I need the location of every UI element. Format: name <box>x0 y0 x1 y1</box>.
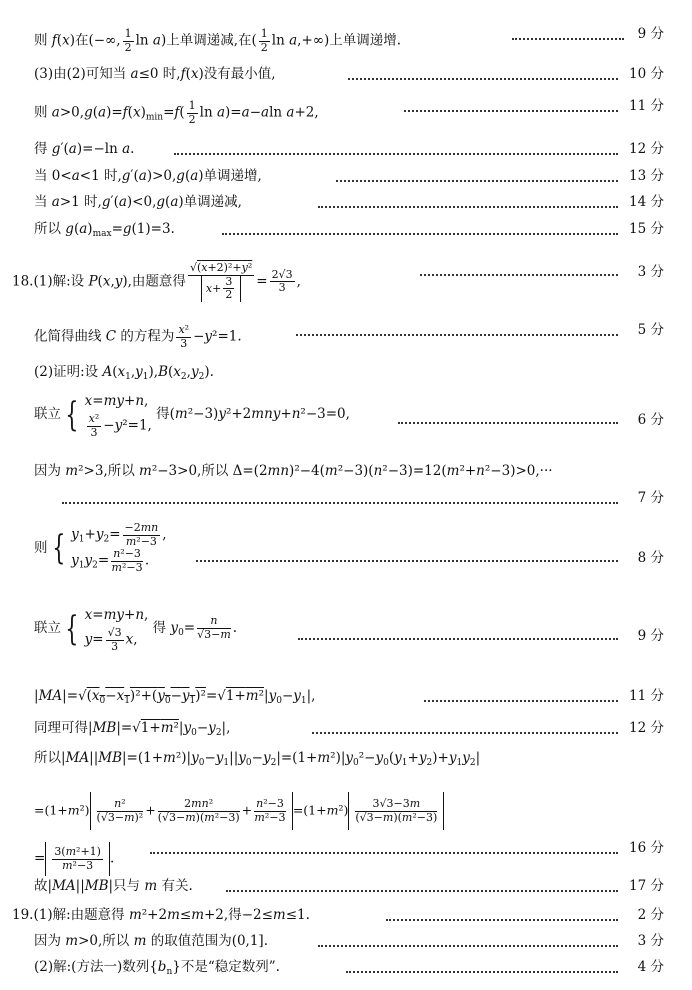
line-text: 同理可得$|MB|=√1+m^2|y_0-y_2|$, <box>34 720 231 738</box>
line-text: =(1+m²) $\frac{\text{n²}}{\text{(√3−m)²}}$ + $\frac{\text{2mn²}}{\text{(√3−m)(m²−3)}}$ + $\frac{\text{n²−3}}{\text{m²−3}}$ =(1+m²) $\frac{3√3-3m}{\text{(√3−m)(m²−3)}}$ <box>34 792 444 830</box>
score: 17 分 <box>629 878 664 894</box>
score: 13 分 <box>629 168 664 184</box>
score: 2 分 <box>637 907 664 923</box>
score: 5 分 <box>637 322 664 338</box>
line-text: 联立 { x=my+n, y= $\frac{√3}{3}$ x, 得 $y_0=$ $\frac{n}{√3-m}$ . <box>34 607 238 653</box>
score: 4 分 <box>637 959 664 975</box>
line-text: 所以$|MA||MB|=(1+m^2)|y_0-y_1||y_0-y_2|=(1+m^2)|y_0^2-y_0(y_1+y_2)+y_1y_2|$ <box>34 750 481 768</box>
score: 8 分 <box>637 550 664 566</box>
score: 15 分 <box>629 221 664 237</box>
line-text: 故|MA||MB|只与 m 有关. <box>34 878 193 894</box>
score: 9 分 <box>637 628 664 644</box>
score: 12 分 <box>629 720 664 736</box>
line-text: 则 f(x)在(−∞, $\frac{1}{2}$ ln a)上单调递减,在( $\frac{1}{2}$ ln a,+∞)上单调递增. <box>34 27 402 54</box>
line-text: (2)解:(方法一)数列$\{b_n\}$不是“稳定数列”. <box>34 959 280 977</box>
line-text: 因为 m²>3,所以 m²−3>0,所以 Δ=(2mn)²−4(m²−3)(n²−3)=12(m²+n²−3)>0,··· <box>34 463 553 479</box>
line-text: 联立 { x=my+n, $\frac{\text{x²}}{3}$ −y²=1, 得(m²−3)y²+2mny+n²−3=0, <box>34 393 350 439</box>
score: 7 分 <box>637 490 664 506</box>
score: 3 分 <box>637 264 664 280</box>
line-text: 当 0<a<1 时,g′(a)>0,g(a)单调递增, <box>34 168 262 184</box>
score: 10 分 <box>629 66 664 82</box>
line-text: 则 { $y_1+y_2=$ $\frac{-2mn}{\text{m²−3}}$ , $y_1y_2=$ $\frac{\text{n²−3}}{\text{m²−3}}$ . <box>34 521 167 574</box>
score: 14 分 <box>629 194 664 210</box>
line-text: (3)由(2)可知当 a≤0 时,f(x)没有最小值, <box>34 66 276 82</box>
line-text: (2)证明:设 $A(x_1,y_1),B(x_2,y_2)$. <box>34 364 214 382</box>
score: 6 分 <box>637 412 664 428</box>
line-text: = $\frac{\text{3(m²+1)}}{\text{m²−3}}$ . <box>34 842 114 876</box>
line-text: 得 g′(a)=−ln a. <box>34 141 135 157</box>
line-text: 因为 m>0,所以 m 的取值范围为(0,1]. <box>34 933 268 949</box>
line-text: 所以 $g(a)_{max}=g(1)=3$. <box>34 221 175 239</box>
line-text: 当 a>1 时,g′(a)<0,g(a)单调递减, <box>34 194 242 210</box>
line-text: 18.(1)解:设 P(x,y),由题意得 √(x+2)²+y² x+ $\frac{3}{2}$ = $\frac{2√3}{3}$ , <box>12 261 301 302</box>
score: 9 分 <box>637 26 664 42</box>
score: 12 分 <box>629 141 664 157</box>
line-text: 19.(1)解:由题意得 m²+2m≤m+2,得−2≤m≤1. <box>12 907 310 923</box>
line-text: 则 $a>0,g(a)=f(x)_{min}=f$( $\frac{1}{2}$ ln a)=a−aln a+2, <box>34 99 319 126</box>
score: 3 分 <box>637 933 664 949</box>
line-text: $|MA|=√(x_0-x_1)^2+(y_0-y_1)^2=√1+m^2|y_0-y_1|$, <box>34 688 316 706</box>
score: 11 分 <box>629 98 664 114</box>
line-text: 化简得曲线 C 的方程为 $\frac{\text{x²}}{3}$ −y²=1. <box>34 323 242 350</box>
score: 16 分 <box>629 840 664 856</box>
score: 11 分 <box>629 688 664 704</box>
